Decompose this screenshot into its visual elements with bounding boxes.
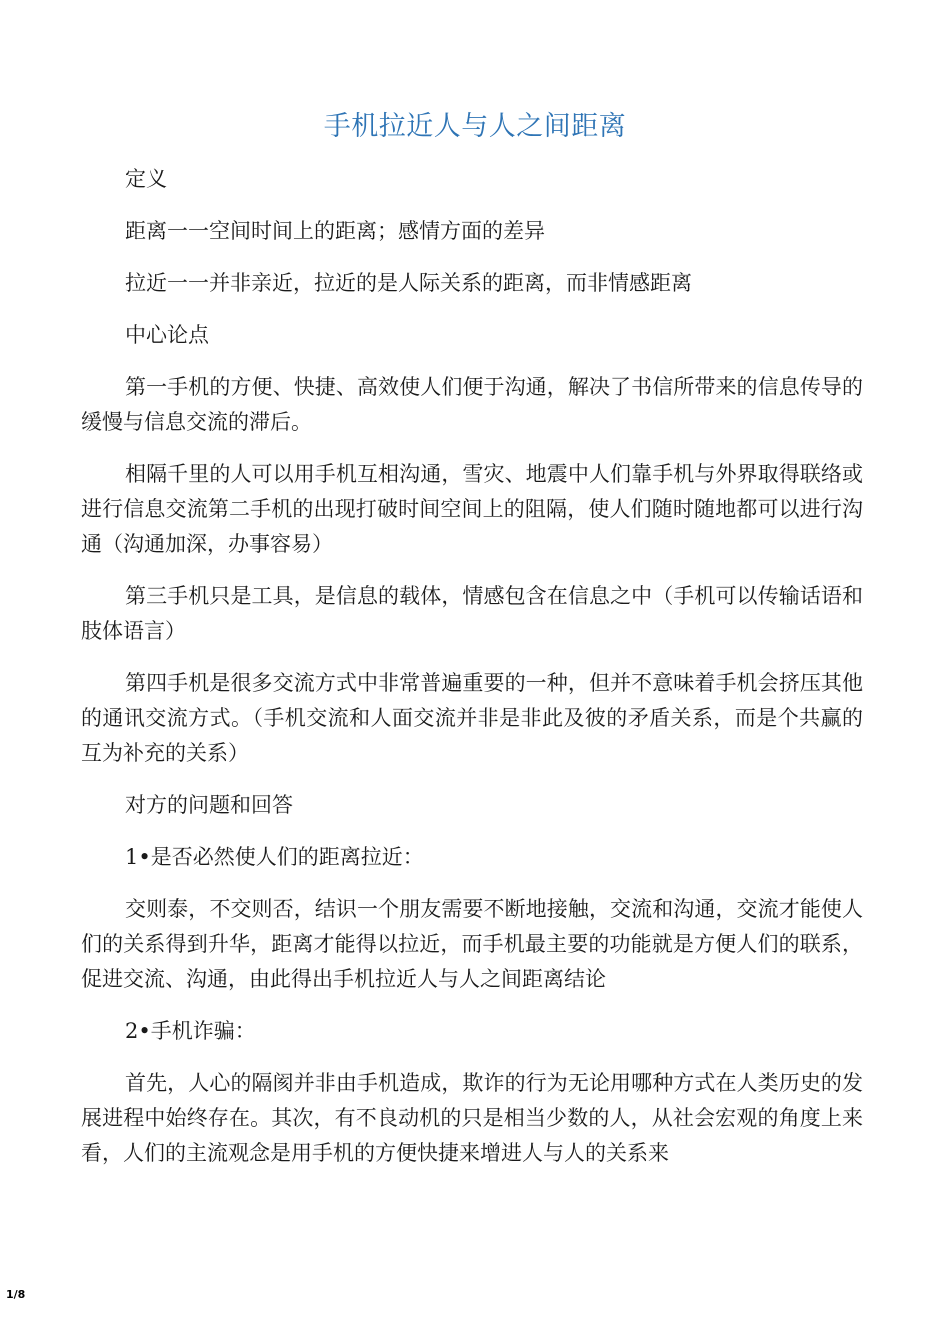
paragraph-question-2: 2•手机诈骗： <box>125 1019 256 1043</box>
paragraph-point-2: 相隔千里的人可以用手机互相沟通，雪灾、地震中人们靠手机与外界取得联络或进行信息交流第二手机的出现打破时间空间上的阻隔，使人们随时随地都可以进行沟通（沟通加深，办事容易） <box>81 462 863 556</box>
paragraph-definition-heading: 定义 <box>125 167 167 191</box>
document-title: 手机拉近人与人之间距离 <box>323 111 627 142</box>
paragraph-answer-1: 交则泰，不交则否，结识一个朋友需要不断地接触，交流和沟通，交流才能使人们的关系得到升华，距离才能得以拉近，而手机最主要的功能就是方便人们的联系，促进交流、沟通，由此得出手机拉近人与人之间距离结论 <box>81 897 863 991</box>
paragraph-question-1: 1•是否必然使人们的距离拉近： <box>125 845 424 869</box>
document-body <box>81 162 863 1188</box>
paragraph-point-3: 第三手机只是工具，是信息的载体，情感包含在信息之中（手机可以传输话语和肢体语言） <box>81 584 863 643</box>
paragraph-answer-2: 首先，人心的隔阂并非由手机造成，欺诈的行为无论用哪种方式在人类历史的发展进程中始终存在。其次，有不良动机的只是相当少数的人，从社会宏观的角度上来看，人们的主流观念是用手机的方便快捷来增进人与人的关系来 <box>81 1071 863 1165</box>
page-indicator: 1/8 <box>6 1288 26 1301</box>
paragraph-point-1: 第一手机的方便、快捷、高效使人们便于沟通，解决了书信所带来的信息传导的缓慢与信息交流的滞后。 <box>81 375 863 434</box>
paragraph-distance-definition: 距离一一空间时间上的距离；感情方面的差异 <box>125 219 545 243</box>
paragraph-closer-definition: 拉近一一并非亲近，拉近的是人际关系的距离，而非情感距离 <box>125 271 692 295</box>
paragraph-qa-heading: 对方的问题和回答 <box>125 793 293 817</box>
paragraph-thesis-heading: 中心论点 <box>125 323 209 347</box>
paragraph-point-4: 第四手机是很多交流方式中非常普遍重要的一种，但并不意味着手机会挤压其他的通讯交流方式。（手机交流和人面交流并非是非此及彼的矛盾关系，而是个共赢的互为补充的关系） <box>81 671 863 765</box>
